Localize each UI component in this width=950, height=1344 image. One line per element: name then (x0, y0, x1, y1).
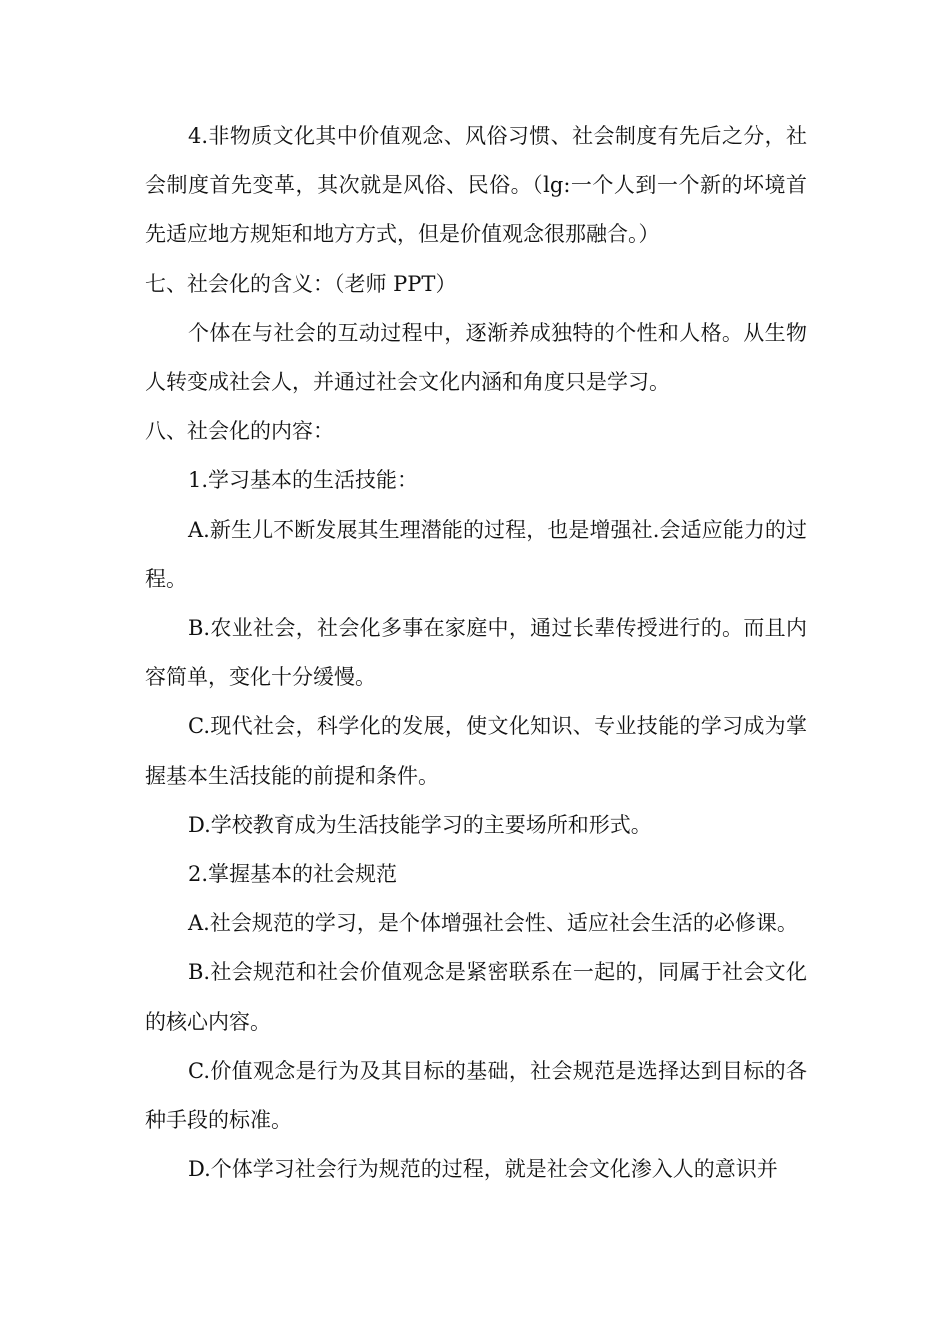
list-item-life-skills-b: B.农业社会，社会化多事在家庭中，通过长辈传授进行的。而且内容简单，变化十分缓慢。 (145, 616, 807, 690)
document-body (145, 112, 807, 1194)
list-item-life-skills-a: A.新生儿不断发展其生理潜能的过程，也是增强社.会适应能力的过程。 (145, 517, 807, 591)
list-item-social-norms-c: C.价值观念是行为及其目标的基础，社会规范是选择达到目标的各种手段的标准。 (145, 1058, 807, 1133)
list-item-social-norms-a: A.社会规范的学习，是个体增强社会性、适应社会生活的必修课。 (188, 911, 798, 936)
list-item-social-norms-d: D.个体学习社会行为规范的过程，就是社会文化渗入人的意识并 (188, 1157, 778, 1182)
paragraph-nonmaterial-culture: 4.非物质文化其中价值观念、风俗习惯、社会制度有先后之分，社会制度首先变革，其次就是风俗、民俗。（lg:一个人到一个新的坏境首先适应地方规矩和地方方式，但是价值观念很那融合。） (145, 124, 807, 247)
list-item-life-skills-c: C.现代社会，科学化的发展，使文化知识、专业技能的学习成为掌握基本生活技能的前提和条件。 (145, 714, 807, 788)
list-item-life-skills-d: D.学校教育成为生活技能学习的主要场所和形式。 (188, 812, 652, 837)
section-heading-socialization-meaning: 七、社会化的含义：（老师 PPT） (145, 271, 457, 296)
section-heading-socialization-content: 八、社会化的内容： (145, 419, 334, 444)
subheading-social-norms: 2.掌握基本的社会规范 (188, 862, 398, 887)
list-item-social-norms-b: B.社会规范和社会价值观念是紧密联系在一起的，同属于社会文化的核心内容。 (145, 960, 807, 1034)
subheading-life-skills: 1.学习基本的生活技能： (188, 468, 419, 493)
paragraph-socialization-definition: 个体在与社会的互动过程中，逐渐养成独特的个性和人格。从生物人转变成社会人，并通过社会文化内涵和角度只是学习。 (145, 320, 807, 395)
